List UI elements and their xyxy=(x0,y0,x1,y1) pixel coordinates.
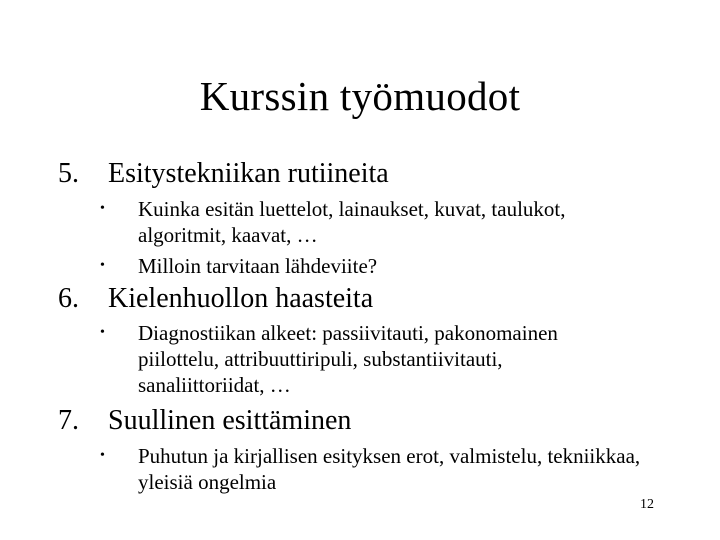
section-heading-7 xyxy=(58,404,351,438)
section-heading-text: Esitystekniikan rutiineita xyxy=(108,158,389,189)
bullet-icon: • xyxy=(100,201,105,216)
bullet-text: Puhutun ja kirjallisen esityksen erot, valmistelu, tekniikkaa, yleisiä ongelmia xyxy=(138,444,641,494)
bullet-text: Milloin tarvitaan lähdeviite? xyxy=(138,254,378,278)
section-number: 7. xyxy=(58,405,79,436)
slide-title: Kurssin työmuodot xyxy=(199,73,521,119)
bullet-icon: • xyxy=(100,448,105,463)
page-number: 12 xyxy=(640,497,654,512)
section-heading-6 xyxy=(58,282,373,316)
bullet-text: Diagnostiikan alkeet: passiivitauti, pakonomainen piilottelu, attribuuttiripuli, substantiivitauti, sanaliittoriidat, … xyxy=(138,321,558,397)
bullet-icon: • xyxy=(100,325,105,340)
section-number: 6. xyxy=(58,283,79,314)
section-number: 5. xyxy=(58,158,79,189)
bullet-text: Kuinka esitän luettelot, lainaukset, kuvat, taulukot, algoritmit, kaavat, … xyxy=(138,197,566,247)
section-heading-text: Suullinen esittäminen xyxy=(108,405,352,436)
section-heading-text: Kielenhuollon haasteita xyxy=(108,283,374,314)
bullet-icon: • xyxy=(100,258,105,273)
section-heading-5 xyxy=(58,157,389,191)
